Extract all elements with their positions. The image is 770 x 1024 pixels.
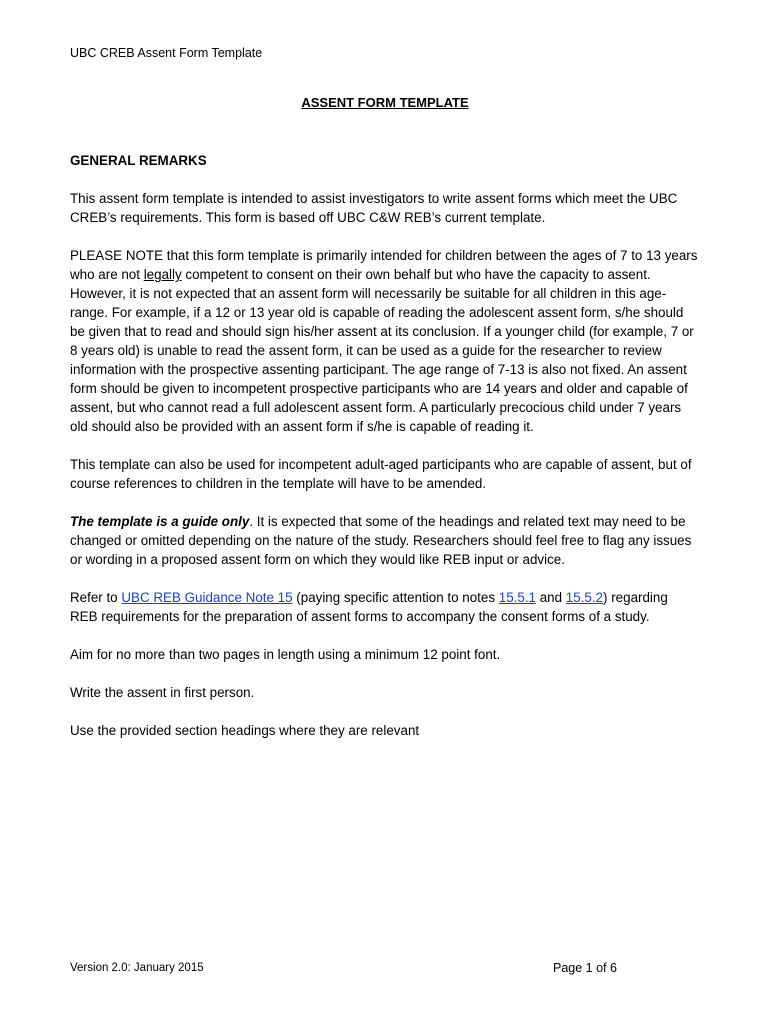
guide-only-text: . It is expected that some of the headings and related text may need to be changed or omitted depending on the nature of the study. Researchers should feel free to flag any issues or wording in a proposed assent form on which they would like REB input or advice. <box>70 514 692 567</box>
paragraph-page-length: Aim for no more than two pages in length using a minimum 12 point font. <box>70 647 501 662</box>
guidance-note-15-link[interactable]: UBC REB Guidance Note 15 <box>121 590 293 605</box>
please-note-text-end: competent to consent on their own behalf but who have the capacity to assent. However, it is not expected that an assent form will necessarily be suitable for all children in this age-range. For example, if a 12 or 13 year old is capable of reading the adolescent assent form, s/he should be given that to read and should sign his/her assent at its conclusion. If a younger child (for example, 7 or 8 years old) is unable to read the assent form, it can be used as a guide for the researcher to review information with the prospective assenting participant. The age range of 7-13 is also not fixed. An assent form should be given to incompetent prospective participants who are 14 years and older and capable of assent, but who cannot read a full adolescent assent form. A particularly precocious child under 7 years old should also be provided with an assent form if s/he is capable of reading it. <box>70 267 694 434</box>
paragraph-first-person: Write the assent in first person. <box>70 685 255 700</box>
paragraph-intro: This assent form template is intended to assist investigators to write assent forms which meet the UBC CREB’s requirements. This form is based off UBC C&W REB’s current template. <box>70 191 678 225</box>
refer-lead: Refer to <box>70 590 122 605</box>
paragraph-please-note <box>70 246 698 436</box>
refer-tail: ) regarding REB requirements for the preparation of assent forms to accompany the consent forms of a study. <box>70 590 668 624</box>
refer-mid-1: (paying specific attention to notes <box>292 590 499 605</box>
paragraph-section-headings: Use the provided section headings where they are relevant <box>70 723 420 738</box>
footer-version: Version 2.0: January 2015 <box>70 962 204 974</box>
document-body <box>70 151 698 759</box>
guide-only-emphasis: The template is a guide only <box>70 514 250 529</box>
note-15-5-1-link[interactable]: 15.5.1 <box>498 590 536 605</box>
section-heading: GENERAL REMARKS <box>70 153 207 168</box>
note-15-5-2-link[interactable]: 15.5.2 <box>565 590 604 605</box>
refer-mid-2: and <box>536 590 566 605</box>
footer-page-number: Page 1 of 6 <box>553 961 617 975</box>
underlined-word: legally <box>143 267 182 282</box>
paragraph-refer-to <box>70 588 698 626</box>
document-title: ASSENT FORM TEMPLATE <box>301 95 469 110</box>
please-note-text-start: PLEASE NOTE that this form template is primarily intended for children between the ages of 7 to 13 years who are not <box>70 248 698 282</box>
page-header: UBC CREB Assent Form Template <box>70 46 263 60</box>
paragraph-adult-participants: This template can also be used for incompetent adult-aged participants who are capable of assent, but of course references to children in the template will have to be amended. <box>70 457 692 491</box>
paragraph-guide-only <box>70 512 698 569</box>
